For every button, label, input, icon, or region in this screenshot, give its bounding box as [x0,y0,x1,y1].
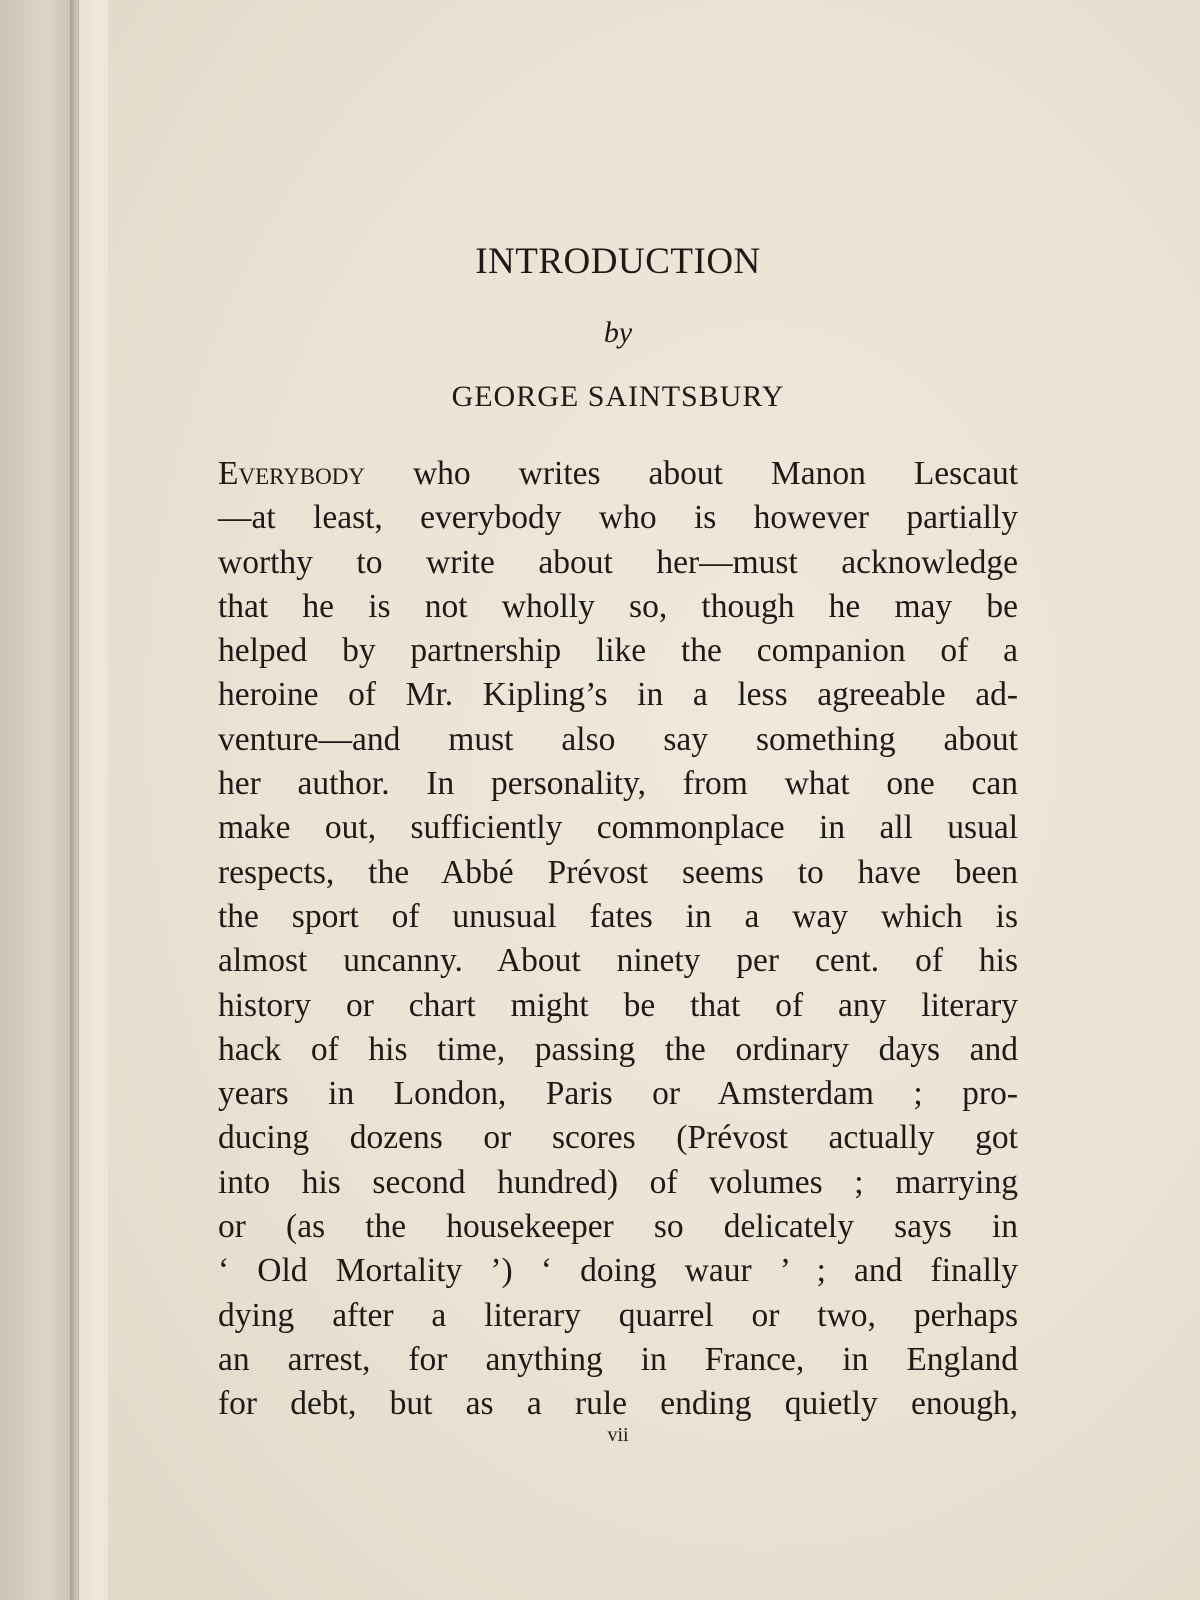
chapter-title: INTRODUCTION [475,241,761,282]
text-line-10: respects, the Abbé Prévost seems to have been [218,853,1018,891]
page-number: vii [607,1424,629,1446]
text-line-4: that he is not wholly so, though he may be [218,587,1018,625]
text-line-5: helped by partnership like the companion of a [218,632,1018,670]
text-line-11: the sport of unusual fates in a way which is [218,897,1018,935]
text-line-2: —at least, everybody who is however partially [218,499,1018,537]
text-line-1: Everybody who writes about Manon Lescaut [218,455,1018,492]
text-line-8: her author. In personality, from what one can [218,765,1018,803]
text-line-22: for debt, but as a rule ending quietly enough, [218,1385,1018,1423]
text-line-9: make out, sufficiently commonplace in all usual [218,809,1018,847]
text-line-7: venture—and must also say something about [218,720,1018,758]
author-name: GEORGE SAINTSBURY [451,380,785,413]
text-line-15: years in London, Paris or Amsterdam ; pro- [218,1075,1018,1113]
facing-page-edge [70,0,78,1600]
text-line-12: almost uncanny. About ninety per cent. of his [218,942,1018,980]
facing-page [0,0,78,1600]
text-line-18: or (as the housekeeper so delicately says in [218,1208,1018,1246]
book-gutter [78,0,109,1600]
text-line-20: dying after a literary quarrel or two, perhaps [218,1296,1018,1334]
text-line-16: ducing dozens or scores (Prévost actually got [218,1119,1018,1157]
byline: by [603,316,633,349]
text-line-19: ‘ Old Mortality ’) ‘ doing waur ’ ; and finally [218,1252,1018,1290]
body-paragraph [218,452,1018,1427]
opening-word: Everybody [218,455,365,492]
text-line-14: hack of his time, passing the ordinary days and [218,1030,1018,1068]
text-line-21: an arrest, for anything in France, in England [218,1340,1018,1378]
text-line-13: history or chart might be that of any literary [218,986,1018,1024]
text-line-17: into his second hundred) of volumes ; marrying [218,1163,1018,1201]
text-line-6: heroine of Mr. Kipling’s in a less agreeable ad- [218,676,1018,714]
text-line-3: worthy to write about her—must acknowledge [218,543,1018,581]
